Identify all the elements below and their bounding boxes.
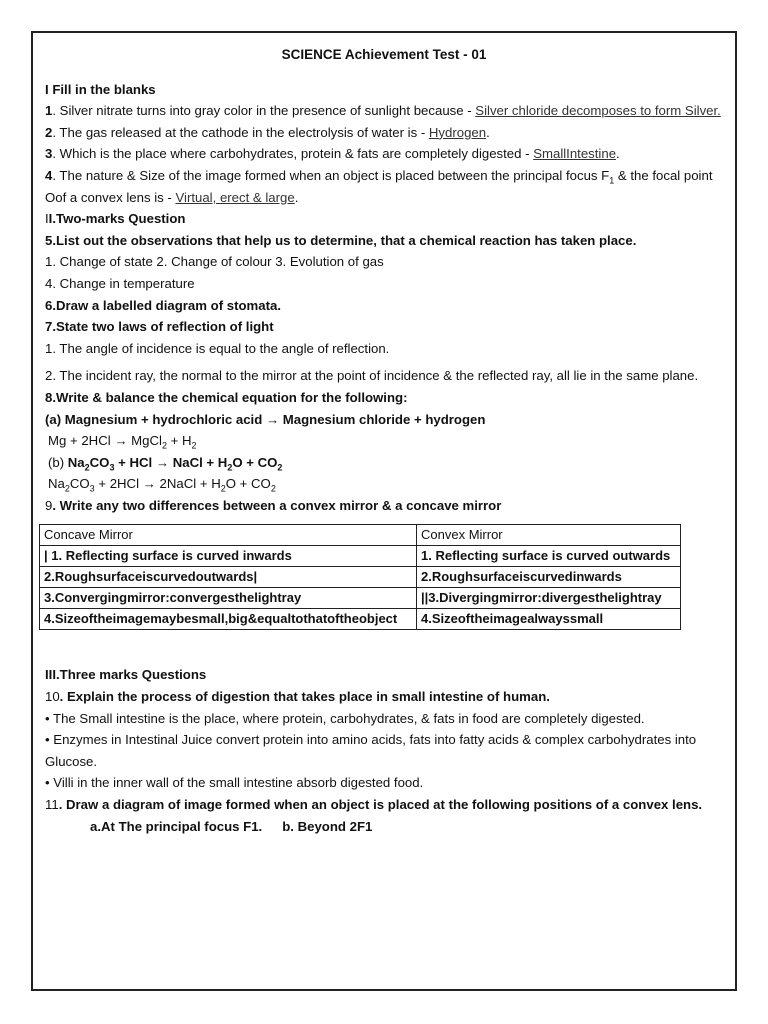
question-3: 3. Which is the place where carbohydrates, protein & fats are completely digested - SmallIntestine. xyxy=(45,146,620,162)
table-row xyxy=(40,567,681,588)
table-cell: 2.Roughsurfaceiscurvedoutwards| xyxy=(40,567,417,588)
page-title: SCIENCE Achievement Test - 01 xyxy=(281,47,487,62)
section-heading-three-marks: III.Three marks Questions xyxy=(45,667,207,683)
question-6: 6.Draw a labelled diagram of stomata. xyxy=(45,297,281,313)
answer-10-point-3: • Villi in the inner wall of the small intestine absorb digested food. xyxy=(45,775,424,791)
table-header-concave: Concave Mirror xyxy=(40,525,417,546)
question-1: 1. Silver nitrate turns into gray color in the presence of sunlight because - Silver chloride decomposes to form Silver. xyxy=(45,103,721,119)
mirror-differences-table xyxy=(39,524,681,630)
question-8a: (a) Magnesium + hydrochloric acid → Magnesium chloride + hydrogen xyxy=(45,411,486,427)
answer-1: Silver chloride decomposes to form Silver. xyxy=(475,103,721,119)
question-8: 8.Write & balance the chemical equation for the following: xyxy=(45,389,408,405)
question-10: 10. Explain the process of digestion that takes place in small intestine of human. xyxy=(45,689,550,705)
question-9: 9. Write any two differences between a convex mirror & a concave mirror xyxy=(45,497,502,513)
answer-5-line-1: 1. Change of state 2. Change of colour 3. Evolution of gas xyxy=(45,254,384,270)
answer-5-line-2: 4. Change in temperature xyxy=(45,275,195,291)
table-cell: ||3.Divergingmirror:divergesthelightray xyxy=(417,588,681,609)
equation-8b: $Na_2CO_3 + 2HCl$ → 2NaCl + $H_2O + CO_2$ xyxy=(48,476,276,494)
answer-7-law-2: 2. The incident ray, the normal to the mirror at the point of incidence & the reflected ray, all lie in the same plane. xyxy=(45,368,699,384)
table-cell: | 1. Reflecting surface is curved inwards xyxy=(40,546,417,567)
answer-4: Virtual, erect & large xyxy=(175,189,295,205)
option-a: a.At The principal focus F1. xyxy=(90,818,263,834)
table-cell: 3.Convergingmirror:convergesthelightray xyxy=(40,588,417,609)
table-cell: 2.Roughsurfaceiscurvedinwards xyxy=(417,567,681,588)
table-cell: 4.Sizeoftheimagemaybesmall,big&equaltothatoftheobject xyxy=(40,609,417,630)
question-4: 4. The nature & Size of the image formed when an object is placed between the principal focus $F_1$ & the focal point Oof a convex lens is - Virtual, erect & large. xyxy=(45,167,713,205)
section-heading-fill-blanks: I Fill in the blanks xyxy=(45,81,156,97)
answer-10-point-1: • The Small intestine is the place, where protein, carbohydrates, & fats in food are completely digested. xyxy=(45,710,645,726)
question-2: 2. The gas released at the cathode in the electrolysis of water is - Hydrogen. xyxy=(45,124,490,140)
equation-8a: Mg + 2HCl → MgCl$_2$ + $H_2$ xyxy=(48,433,197,451)
table-header-convex: Convex Mirror xyxy=(417,525,681,546)
table-row xyxy=(40,609,681,630)
question-7: 7.State two laws of reflection of light xyxy=(45,319,274,335)
table-row xyxy=(40,546,681,567)
section-heading-two-marks: II.Two-marks Question xyxy=(45,211,186,227)
table-cell: 4.Sizeoftheimagealwayssmall xyxy=(417,609,681,630)
test-content xyxy=(45,44,725,837)
answer-7-law-1: 1. The angle of incidence is equal to the angle of reflection. xyxy=(45,340,390,356)
answer-3: SmallIntestine xyxy=(533,146,617,162)
question-11-options xyxy=(45,816,725,838)
question-8b: (b) $Na_2CO_3$ + HCl → NaCl + $H_2O + CO_2$ xyxy=(48,454,283,473)
answer-10-point-2: • Enzymes in Intestinal Juice convert protein into amino acids, fats into fatty acids & complex carbohydrates into Glucose. xyxy=(45,732,697,769)
question-5: 5.List out the observations that help us to determine, that a chemical reaction has taken place. xyxy=(45,232,637,248)
option-b: b. Beyond 2F1 xyxy=(282,818,373,834)
answer-2: Hydrogen xyxy=(428,124,487,140)
table-row xyxy=(40,588,681,609)
question-11: 11. Draw a diagram of image formed when an object is placed at the following positions of a convex lens. xyxy=(45,797,703,813)
table-header-row xyxy=(40,525,681,546)
table-cell: 1. Reflecting surface is curved outwards xyxy=(417,546,681,567)
